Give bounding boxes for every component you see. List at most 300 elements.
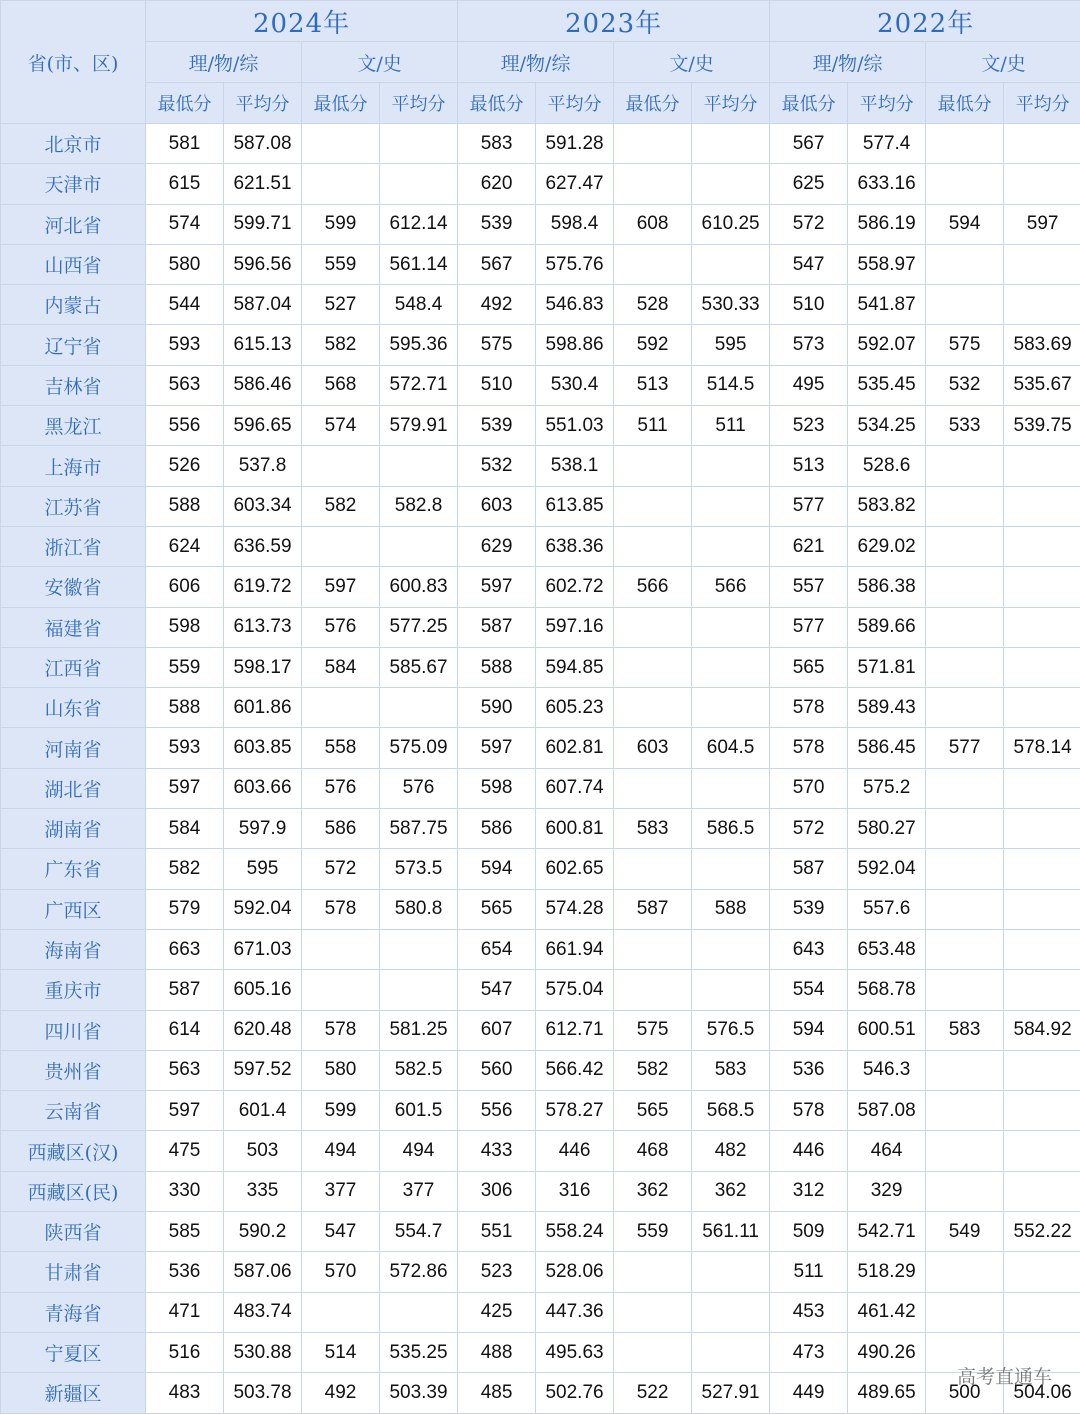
score-cell: 599.71 (224, 204, 302, 244)
score-cell: 535.45 (848, 365, 926, 405)
score-cell (1004, 244, 1080, 284)
score-cell: 485 (458, 1373, 536, 1413)
score-cell (614, 1332, 692, 1372)
score-cell: 583 (614, 809, 692, 849)
score-cell (380, 526, 458, 566)
score-cell: 559 (146, 647, 224, 687)
table-row (1, 1212, 1080, 1252)
score-cell: 654 (458, 929, 536, 969)
score-cell: 594 (458, 849, 536, 889)
province-cell: 吉林省 (1, 365, 146, 405)
score-cell: 588 (692, 889, 770, 929)
score-cell: 602.65 (536, 849, 614, 889)
score-cell: 600.83 (380, 567, 458, 607)
score-cell: 587 (770, 849, 848, 889)
score-cell: 516 (146, 1332, 224, 1372)
score-cell: 601.4 (224, 1091, 302, 1131)
score-cell: 575.04 (536, 970, 614, 1010)
score-cell (692, 486, 770, 526)
score-cell (614, 768, 692, 808)
score-cell: 605.16 (224, 970, 302, 1010)
score-cell: 624 (146, 526, 224, 566)
score-cell (1004, 285, 1080, 325)
score-cell: 490.26 (848, 1332, 926, 1372)
score-cell (614, 1292, 692, 1332)
table-row (1, 809, 1080, 849)
group-header-row (1, 42, 1080, 83)
score-cell (380, 446, 458, 486)
score-cell (926, 244, 1004, 284)
province-cell: 贵州省 (1, 1050, 146, 1090)
score-cell: 449 (770, 1373, 848, 1413)
score-cell: 563 (146, 365, 224, 405)
score-cell: 533 (926, 406, 1004, 446)
metric-header-row (1, 83, 1080, 124)
score-cell: 539 (458, 406, 536, 446)
group-header-arts: 文/史 (614, 42, 770, 83)
score-cell: 593 (146, 728, 224, 768)
score-cell: 620.48 (224, 1010, 302, 1050)
score-cell: 514 (302, 1332, 380, 1372)
score-cell: 636.59 (224, 526, 302, 566)
score-cell (614, 849, 692, 889)
score-cell: 587 (146, 970, 224, 1010)
score-cell: 605.23 (536, 688, 614, 728)
score-cell (302, 124, 380, 164)
metric-header-min: 最低分 (926, 83, 1004, 124)
score-cell: 509 (770, 1212, 848, 1252)
score-cell: 643 (770, 929, 848, 969)
score-cell: 621 (770, 526, 848, 566)
score-cell: 541.87 (848, 285, 926, 325)
score-cell: 557 (770, 567, 848, 607)
province-cell: 江苏省 (1, 486, 146, 526)
score-cell: 503.78 (224, 1373, 302, 1413)
score-cell: 565 (770, 647, 848, 687)
province-cell: 内蒙古 (1, 285, 146, 325)
table-row (1, 1171, 1080, 1211)
score-cell: 612.71 (536, 1010, 614, 1050)
score-cell (926, 1091, 1004, 1131)
score-cell: 629.02 (848, 526, 926, 566)
score-cell: 578.14 (1004, 728, 1080, 768)
score-cell: 528 (614, 285, 692, 325)
score-cell: 530.33 (692, 285, 770, 325)
score-cell: 510 (770, 285, 848, 325)
score-cell: 578 (770, 688, 848, 728)
group-header-arts: 文/史 (926, 42, 1080, 83)
score-cell: 619.72 (224, 567, 302, 607)
table-row (1, 647, 1080, 687)
table-row (1, 1373, 1080, 1413)
province-cell: 宁夏区 (1, 1332, 146, 1372)
table-row (1, 446, 1080, 486)
score-cell: 578 (302, 1010, 380, 1050)
score-cell: 580 (302, 1050, 380, 1090)
score-cell: 306 (458, 1171, 536, 1211)
score-cell: 589.43 (848, 688, 926, 728)
score-cell (302, 688, 380, 728)
score-cell (380, 688, 458, 728)
score-cell: 539.75 (1004, 406, 1080, 446)
score-cell: 473 (770, 1332, 848, 1372)
score-cell: 582 (146, 849, 224, 889)
score-cell (1004, 446, 1080, 486)
metric-header-avg: 平均分 (380, 83, 458, 124)
score-cell (926, 768, 1004, 808)
score-cell (302, 164, 380, 204)
score-cell: 585.67 (380, 647, 458, 687)
province-cell: 山西省 (1, 244, 146, 284)
score-cell: 633.16 (848, 164, 926, 204)
score-cell: 588 (458, 647, 536, 687)
score-cell: 571.81 (848, 647, 926, 687)
score-cell: 600.51 (848, 1010, 926, 1050)
table-row (1, 124, 1080, 164)
score-cell: 561.11 (692, 1212, 770, 1252)
score-cell: 362 (614, 1171, 692, 1211)
score-cell: 590 (458, 688, 536, 728)
score-cell: 475 (146, 1131, 224, 1171)
score-cell (692, 244, 770, 284)
metric-header-min: 最低分 (302, 83, 380, 124)
score-cell (692, 1332, 770, 1372)
score-cell: 597.52 (224, 1050, 302, 1090)
score-cell: 544 (146, 285, 224, 325)
score-cell: 621.51 (224, 164, 302, 204)
province-column-header: 省(市、区) (1, 1, 146, 124)
score-cell: 597.9 (224, 809, 302, 849)
score-cell: 532 (458, 446, 536, 486)
score-cell: 602.72 (536, 567, 614, 607)
score-cell (1004, 647, 1080, 687)
score-cell: 489.65 (848, 1373, 926, 1413)
metric-header-avg: 平均分 (1004, 83, 1080, 124)
score-cell: 597.16 (536, 607, 614, 647)
score-cell: 580.27 (848, 809, 926, 849)
score-cell: 603.85 (224, 728, 302, 768)
score-cell (1004, 809, 1080, 849)
score-cell (926, 688, 1004, 728)
score-cell: 592.04 (848, 849, 926, 889)
score-cell (380, 1292, 458, 1332)
score-cell (692, 970, 770, 1010)
score-cell: 573 (770, 325, 848, 365)
score-cell: 539 (770, 889, 848, 929)
table-row (1, 406, 1080, 446)
score-cell: 526 (146, 446, 224, 486)
score-cell: 495.63 (536, 1332, 614, 1372)
table-row (1, 285, 1080, 325)
score-cell (926, 1050, 1004, 1090)
province-cell: 西藏区(民) (1, 1171, 146, 1211)
score-cell (692, 1252, 770, 1292)
score-cell: 598.4 (536, 204, 614, 244)
score-cell: 536 (146, 1252, 224, 1292)
table-row (1, 1332, 1080, 1372)
score-cell: 578 (302, 889, 380, 929)
score-cell (614, 244, 692, 284)
score-cell (614, 164, 692, 204)
province-cell: 山东省 (1, 688, 146, 728)
score-cell: 610.25 (692, 204, 770, 244)
score-cell: 482 (692, 1131, 770, 1171)
score-cell: 577.25 (380, 607, 458, 647)
score-cell: 539 (458, 204, 536, 244)
score-cell: 583 (926, 1010, 1004, 1050)
score-cell: 530.4 (536, 365, 614, 405)
score-cell: 522 (614, 1373, 692, 1413)
score-cell: 377 (302, 1171, 380, 1211)
score-cell: 572 (770, 204, 848, 244)
score-cell: 446 (770, 1131, 848, 1171)
score-cell (1004, 1091, 1080, 1131)
score-cell: 579.91 (380, 406, 458, 446)
score-cell: 581.25 (380, 1010, 458, 1050)
province-cell: 辽宁省 (1, 325, 146, 365)
score-cell: 528.06 (536, 1252, 614, 1292)
score-cell: 577 (770, 486, 848, 526)
score-cell: 585 (146, 1212, 224, 1252)
score-cell: 535.25 (380, 1332, 458, 1372)
score-cell: 461.42 (848, 1292, 926, 1332)
score-cell: 536 (770, 1050, 848, 1090)
score-cell (926, 1171, 1004, 1211)
score-cell: 586.45 (848, 728, 926, 768)
score-cell: 523 (770, 406, 848, 446)
table-row (1, 244, 1080, 284)
score-cell (926, 1332, 1004, 1372)
score-cell: 615 (146, 164, 224, 204)
score-cell: 586.19 (848, 204, 926, 244)
score-cell (1004, 1131, 1080, 1171)
score-cell (692, 1292, 770, 1332)
score-cell: 362 (692, 1171, 770, 1211)
score-cell: 608 (614, 204, 692, 244)
table-body (1, 124, 1080, 1414)
score-cell: 586.38 (848, 567, 926, 607)
score-cell: 596.56 (224, 244, 302, 284)
score-cell (302, 526, 380, 566)
province-cell: 安徽省 (1, 567, 146, 607)
score-cell: 588 (146, 688, 224, 728)
metric-header-avg: 平均分 (692, 83, 770, 124)
score-cell (1004, 486, 1080, 526)
score-cell: 580.8 (380, 889, 458, 929)
score-cell: 453 (770, 1292, 848, 1332)
score-cell (1004, 1292, 1080, 1332)
score-cell: 547 (770, 244, 848, 284)
score-cell: 615.13 (224, 325, 302, 365)
province-cell: 四川省 (1, 1010, 146, 1050)
score-cell: 568.78 (848, 970, 926, 1010)
table-row (1, 1050, 1080, 1090)
metric-header-min: 最低分 (614, 83, 692, 124)
score-cell: 601.5 (380, 1091, 458, 1131)
score-cell (1004, 1252, 1080, 1292)
score-cell: 548.4 (380, 285, 458, 325)
score-cell: 572 (770, 809, 848, 849)
score-cell: 592.04 (224, 889, 302, 929)
metric-header-min: 最低分 (770, 83, 848, 124)
score-cell: 612.14 (380, 204, 458, 244)
table-row (1, 526, 1080, 566)
score-cell: 577 (926, 728, 1004, 768)
score-cell: 483 (146, 1373, 224, 1413)
metric-header-avg: 平均分 (224, 83, 302, 124)
score-cell: 561.14 (380, 244, 458, 284)
score-cell (302, 446, 380, 486)
table-row (1, 486, 1080, 526)
score-cell (1004, 929, 1080, 969)
score-cell: 604.5 (692, 728, 770, 768)
table-row (1, 325, 1080, 365)
score-cell: 587 (458, 607, 536, 647)
province-cell: 上海市 (1, 446, 146, 486)
score-cell: 483.74 (224, 1292, 302, 1332)
score-cell: 565 (614, 1091, 692, 1131)
score-cell: 597 (458, 567, 536, 607)
score-cell: 584.92 (1004, 1010, 1080, 1050)
score-cell: 488 (458, 1332, 536, 1372)
score-cell: 494 (302, 1131, 380, 1171)
score-cell: 503.39 (380, 1373, 458, 1413)
score-cell (614, 124, 692, 164)
score-cell: 495 (770, 365, 848, 405)
score-cell: 447.36 (536, 1292, 614, 1332)
score-cell: 425 (458, 1292, 536, 1332)
score-cell: 603 (614, 728, 692, 768)
table-row (1, 1091, 1080, 1131)
score-cell: 549 (926, 1212, 1004, 1252)
score-cell: 576 (302, 607, 380, 647)
score-cell: 597 (1004, 204, 1080, 244)
score-cell: 504.06 (1004, 1373, 1080, 1413)
watermark-text: 高考直通车 (956, 1366, 1052, 1388)
score-cell: 581 (146, 124, 224, 164)
score-cell: 602.81 (536, 728, 614, 768)
score-cell: 597 (146, 768, 224, 808)
score-cell: 594 (770, 1010, 848, 1050)
score-cell (302, 1292, 380, 1332)
score-cell (1004, 688, 1080, 728)
table-row (1, 929, 1080, 969)
score-cell (614, 647, 692, 687)
score-cell: 538.1 (536, 446, 614, 486)
score-cell (1004, 970, 1080, 1010)
score-cell: 599 (302, 1091, 380, 1131)
metric-header-avg: 平均分 (536, 83, 614, 124)
score-cell: 582 (302, 325, 380, 365)
score-cell: 598 (458, 768, 536, 808)
score-cell: 542.71 (848, 1212, 926, 1252)
province-cell: 海南省 (1, 929, 146, 969)
score-cell: 527 (302, 285, 380, 325)
score-cell: 464 (848, 1131, 926, 1171)
score-cell: 599 (302, 204, 380, 244)
score-cell: 582.8 (380, 486, 458, 526)
score-cell (614, 1252, 692, 1292)
score-cell (302, 970, 380, 1010)
score-cell: 559 (302, 244, 380, 284)
province-cell: 天津市 (1, 164, 146, 204)
score-cell: 556 (146, 406, 224, 446)
score-cell (692, 607, 770, 647)
score-cell (1004, 124, 1080, 164)
score-cell: 588 (146, 486, 224, 526)
score-cell: 534.25 (848, 406, 926, 446)
score-cell (614, 526, 692, 566)
score-cell: 627.47 (536, 164, 614, 204)
score-cell: 558.24 (536, 1212, 614, 1252)
score-cell (926, 849, 1004, 889)
score-cell (926, 1292, 1004, 1332)
score-cell: 595.36 (380, 325, 458, 365)
table-row (1, 204, 1080, 244)
score-cell: 335 (224, 1171, 302, 1211)
score-cell (380, 929, 458, 969)
score-cell: 577 (770, 607, 848, 647)
score-cell: 600.81 (536, 809, 614, 849)
score-cell: 594 (926, 204, 1004, 244)
score-cell (926, 970, 1004, 1010)
year-header-2022: 2022年 (770, 1, 1080, 42)
score-cell (926, 526, 1004, 566)
score-cell: 594.85 (536, 647, 614, 687)
score-cell: 596.65 (224, 406, 302, 446)
score-cell: 597 (146, 1091, 224, 1131)
score-cell: 329 (848, 1171, 926, 1211)
score-cell (692, 849, 770, 889)
score-cell (926, 809, 1004, 849)
score-cell: 570 (302, 1252, 380, 1292)
score-cell: 583 (458, 124, 536, 164)
table-row (1, 164, 1080, 204)
score-cell (692, 526, 770, 566)
score-cell (926, 285, 1004, 325)
score-cell: 546.83 (536, 285, 614, 325)
score-cell (1004, 1332, 1080, 1372)
score-cell: 661.94 (536, 929, 614, 969)
score-cell: 592 (614, 325, 692, 365)
score-cell: 500 (926, 1373, 1004, 1413)
score-cell: 574 (146, 204, 224, 244)
score-cell: 552.22 (1004, 1212, 1080, 1252)
score-cell: 532 (926, 365, 1004, 405)
score-cell: 514.5 (692, 365, 770, 405)
score-cell: 312 (770, 1171, 848, 1211)
score-cell: 671.03 (224, 929, 302, 969)
score-cell (614, 607, 692, 647)
score-cell (692, 647, 770, 687)
province-cell: 广东省 (1, 849, 146, 889)
score-cell: 573.5 (380, 849, 458, 889)
score-cell: 566 (614, 567, 692, 607)
score-cell: 551.03 (536, 406, 614, 446)
table-row (1, 688, 1080, 728)
score-cell: 518.29 (848, 1252, 926, 1292)
score-cell: 494 (380, 1131, 458, 1171)
score-cell: 576 (302, 768, 380, 808)
province-cell: 湖北省 (1, 768, 146, 808)
score-cell: 502.76 (536, 1373, 614, 1413)
score-cell: 629 (458, 526, 536, 566)
score-cell: 653.48 (848, 929, 926, 969)
score-cell (614, 446, 692, 486)
score-cell (926, 124, 1004, 164)
group-header-science: 理/物/综 (458, 42, 614, 83)
province-cell: 黑龙江 (1, 406, 146, 446)
